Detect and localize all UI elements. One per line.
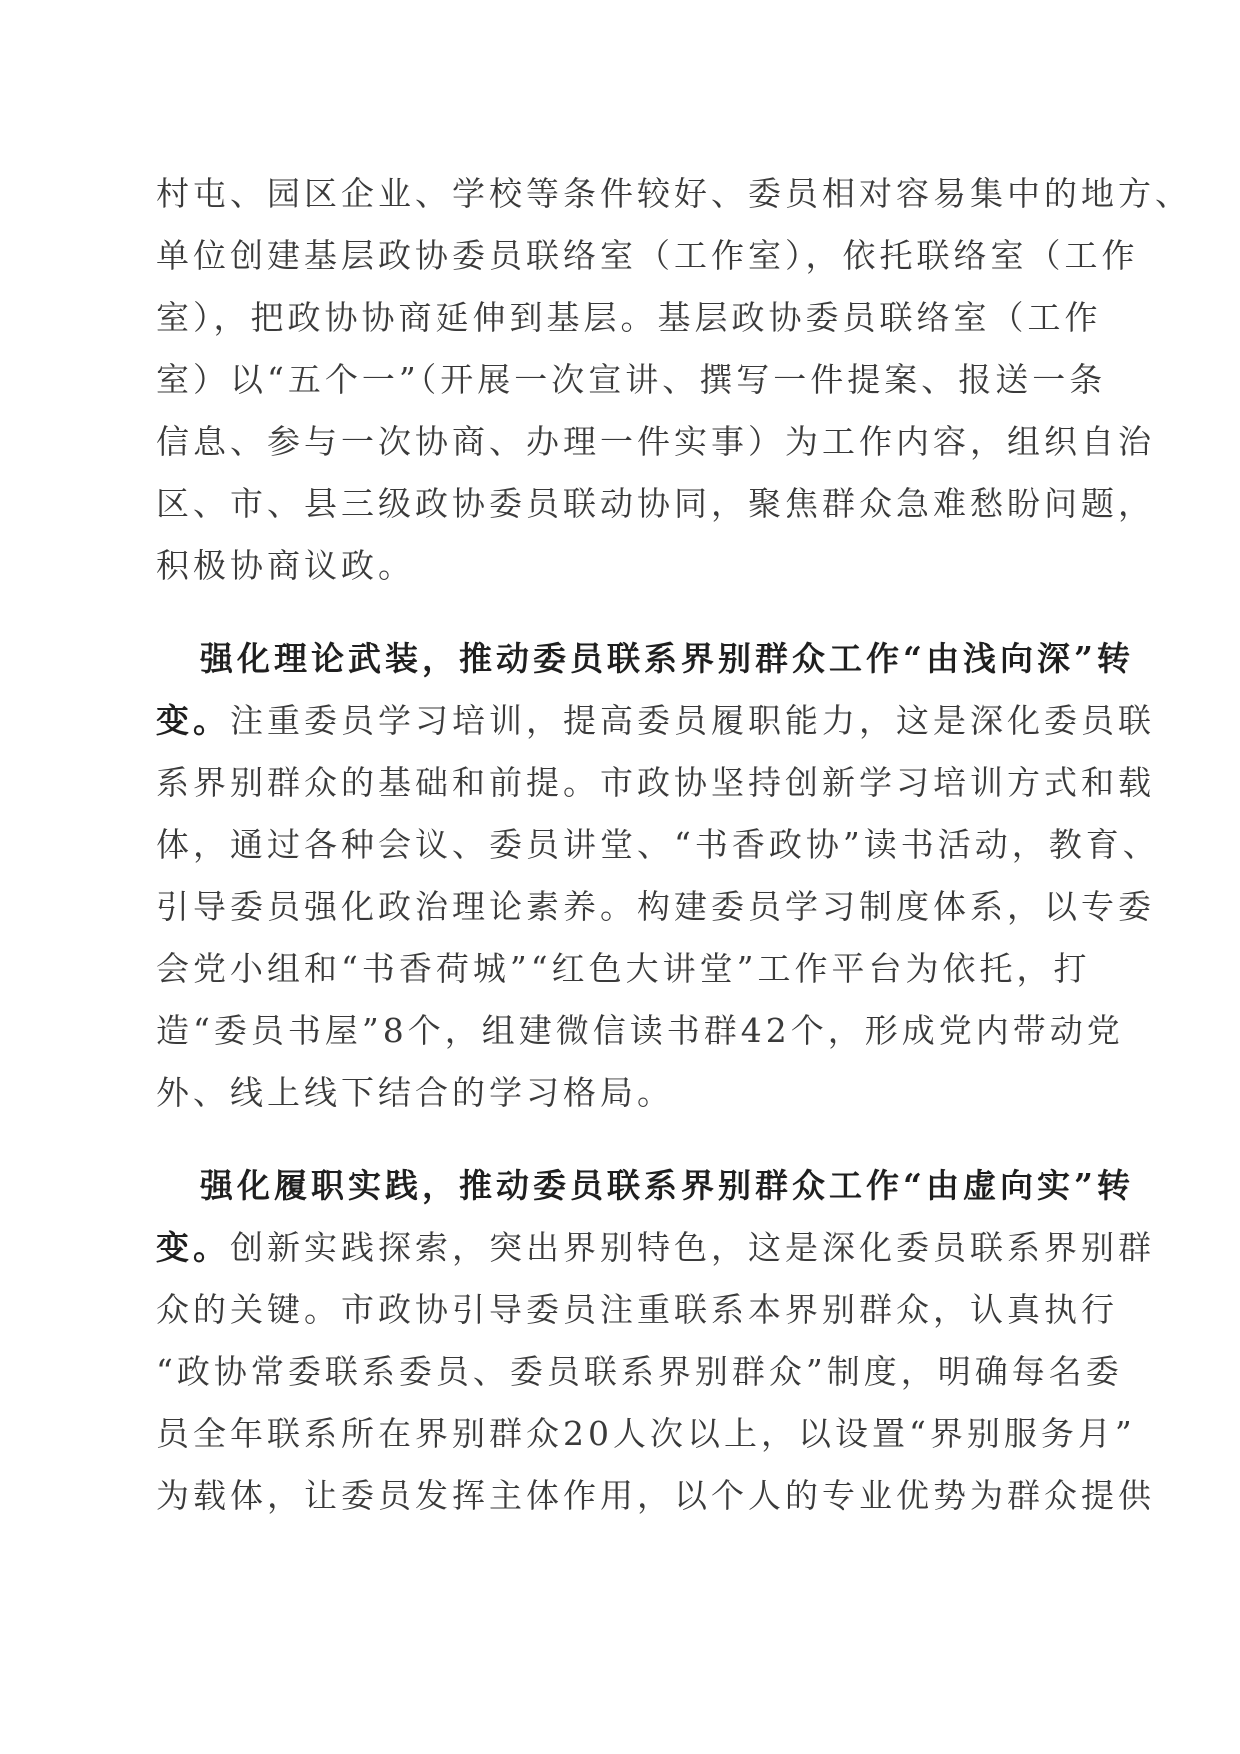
bold-lead: 强化履职实践，推动委员联系界别群众工作“由虚向实”转 — [200, 1166, 1134, 1205]
text-line: 会党小组和“书香荷城”“红色大讲堂”工作平台为依托，打 — [156, 949, 1091, 988]
text-line: 引导委员强化政治理论素养。构建委员学习制度体系，以专委 — [156, 887, 1155, 926]
text-line: 信息、参与一次协商、办理一件实事）为工作内容，组织自治 — [156, 422, 1155, 461]
bold-lead: 变。 — [156, 701, 230, 740]
text-line: 室），把政协协商延伸到基层。基层政协委员联络室（工作 — [156, 298, 1102, 337]
text-line: 村屯、园区企业、学校等条件较好、委员相对容易集中的地方、 — [156, 174, 1192, 213]
bold-lead: 变。 — [156, 1228, 230, 1267]
bold-lead: 强化理论武装，推动委员联系界别群众工作“由浅向深”转 — [200, 639, 1134, 678]
text-line: 体，通过各种会议、委员讲堂、“书香政协”读书活动，教育、 — [156, 825, 1160, 864]
text-line: 为载体，让委员发挥主体作用，以个人的专业优势为群众提供 — [156, 1476, 1155, 1515]
text-line: 员全年联系所在界别群众20人次以上，以设置“界别服务月” — [156, 1414, 1136, 1453]
text-line: 区、市、县三级政协委员联动协同，聚焦群众急难愁盼问题， — [156, 484, 1155, 523]
text-line: 变。创新实践探索，突出界别特色，这是深化委员联系界别群 — [156, 1228, 1155, 1267]
text-line: 室）以“五个一”（开展一次宣讲、撰写一件提案、报送一条 — [156, 360, 1107, 399]
section-heading — [200, 639, 1134, 679]
text-line: 外、线上线下结合的学习格局。 — [156, 1073, 674, 1112]
text-line: 造“委员书屋”8个，组建微信读书群42个，形成党内带动党 — [156, 1011, 1124, 1050]
text-line: 单位创建基层政协委员联络室（工作室），依托联络室（工作 — [156, 236, 1139, 275]
text-line: “政协常委联系委员、委员联系界别群众”制度，明确每名委 — [156, 1352, 1123, 1391]
text-line: 系界别群众的基础和前提。市政协坚持创新学习培训方式和载 — [156, 763, 1155, 802]
text-line: 众的关键。市政协引导委员注重联系本界别群众，认真执行 — [156, 1290, 1118, 1329]
section-heading — [200, 1166, 1134, 1206]
text-line: 积极协商议政。 — [156, 546, 415, 585]
text-line: 变。注重委员学习培训，提高委员履职能力，这是深化委员联 — [156, 701, 1155, 740]
